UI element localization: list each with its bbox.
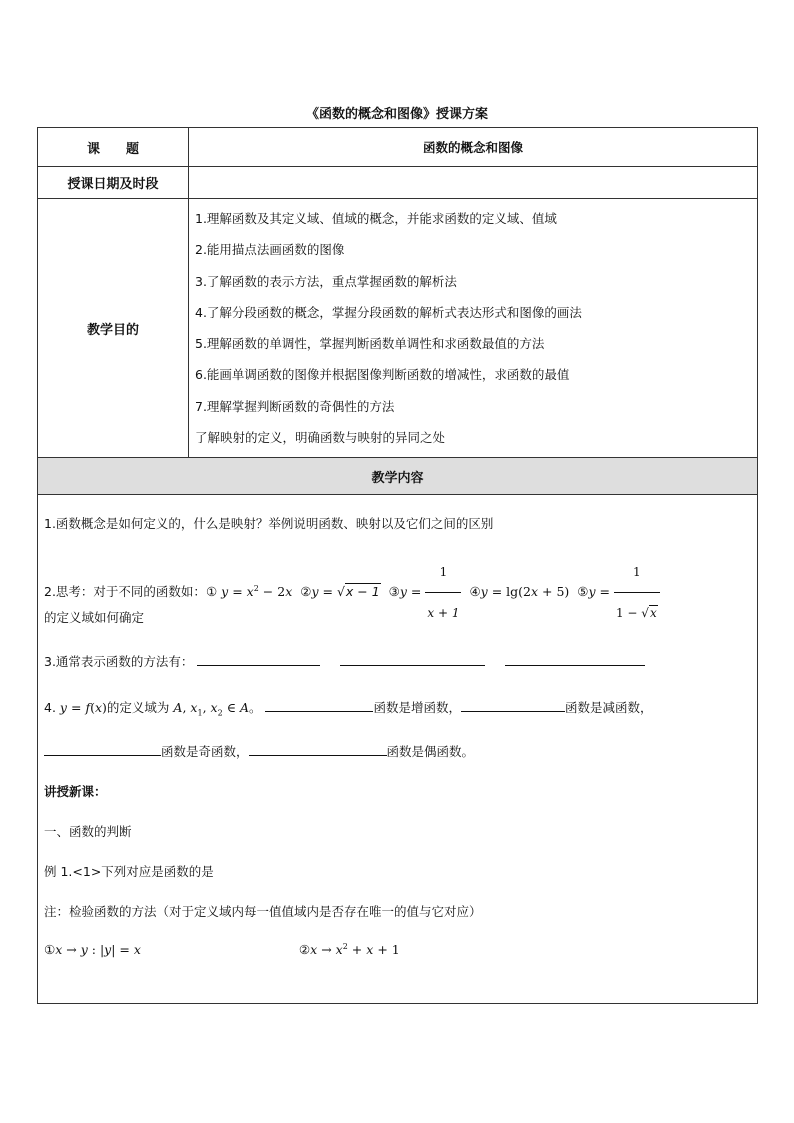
- decreasing-text: 函数是减函数，: [564, 700, 653, 716]
- question-2-tail: 的定义域如何确定: [44, 610, 145, 626]
- answer-blank[interactable]: [249, 743, 387, 756]
- section-heading: 一、函数的判断: [44, 823, 132, 839]
- goal-item: 了解映射的定义，明确函数与映射的异同之处: [195, 430, 446, 446]
- new-lesson-heading: 讲授新课：: [44, 783, 107, 799]
- even-text: 函数是偶函数。: [386, 743, 475, 759]
- answer-blank[interactable]: [265, 699, 373, 712]
- goal-item: 1.理解函数及其定义域、值域的概念，并能求函数的定义域、值域: [195, 211, 557, 226]
- answer-blank[interactable]: [44, 743, 161, 756]
- topic-row: [38, 128, 758, 167]
- goal-item: 7.理解掌握判断函数的奇偶性的方法: [195, 398, 395, 414]
- goals-row: [38, 199, 758, 458]
- question-4-prefix: 4.: [44, 700, 56, 716]
- question-4-cont: [44, 742, 757, 760]
- answer-blank[interactable]: [461, 699, 565, 712]
- question-4-mid: 的定义域为: [106, 700, 170, 716]
- option-2-label: ②: [298, 942, 311, 958]
- content-header-row: [38, 458, 758, 495]
- question-3-text: 3.通常表示函数的方法有：: [44, 654, 194, 670]
- question-1: 1.函数概念是如何定义的，什么是映射？举例说明函数、映射以及它们之间的区别: [44, 516, 494, 532]
- date-label: 授课日期及时段: [38, 167, 189, 199]
- goal-item: 3.了解函数的表示方法，重点掌握函数的解析法: [195, 273, 457, 289]
- question-4: 4. y = f(x)的定义域为 A, $x_1$, $x_2$ ∈ A。 函数是增函数， 函数是减函数，: [44, 700, 653, 718]
- note: 注：检验函数的方法（对于定义域内每一值值域内是否存在唯一的值与它对应）: [44, 903, 482, 919]
- goals-list: [189, 199, 758, 458]
- content-body: [38, 495, 758, 1004]
- answer-blank[interactable]: [340, 653, 485, 666]
- question-2-prefix: 2.思考：对于不同的函数如：: [44, 584, 206, 600]
- goal-item: 4.了解分段函数的概念，掌握分段函数的解析式表达形式和图像的画法: [195, 304, 582, 320]
- date-value[interactable]: [189, 167, 758, 199]
- question-3: [44, 652, 757, 670]
- fraction: $\frac{1}{x + 1}$: [425, 552, 461, 633]
- fraction: $\frac{1}{1 - √x}$: [614, 552, 660, 633]
- topic-label: 课 题: [38, 128, 189, 167]
- content-row: [38, 495, 758, 1004]
- goal-item: 5.理解函数的单调性，掌握判断函数单调性和求函数最值的方法: [195, 336, 545, 352]
- option-1-label: ①: [44, 942, 56, 958]
- goal-item: 2.能用描点法画函数的图像: [195, 242, 345, 258]
- document-title: 《函数的概念和图像》授课方案: [305, 107, 488, 122]
- date-row: [38, 167, 758, 199]
- goal-item: 6.能画单调函数的图像并根据图像判断函数的增减性，求函数的最值: [195, 367, 570, 383]
- answer-blank[interactable]: [197, 653, 320, 666]
- odd-text: 函数是奇函数，: [161, 743, 249, 759]
- lesson-plan-table: [37, 127, 758, 1004]
- topic-value: 函数的概念和图像: [189, 128, 758, 167]
- increasing-text: 函数是增函数，: [373, 700, 461, 716]
- question-2: 2.思考：对于不同的函数如：① $y = x^2 - 2x$ ②y = √x − 1 ③y = $\frac{1}{x + 1}$ ④y = lg(2x + 5) ⑤y = $\frac{1}{1 - √x}$: [44, 552, 757, 592]
- content-header: 教学内容: [38, 458, 758, 495]
- example-1: 例 1.<1>下列对应是函数的是: [44, 863, 214, 879]
- options-row: ①x → y : |y| = x ②x → $x^2 + x + 1$: [44, 941, 400, 958]
- goals-label: 教学目的: [38, 199, 189, 458]
- answer-blank[interactable]: [505, 653, 645, 666]
